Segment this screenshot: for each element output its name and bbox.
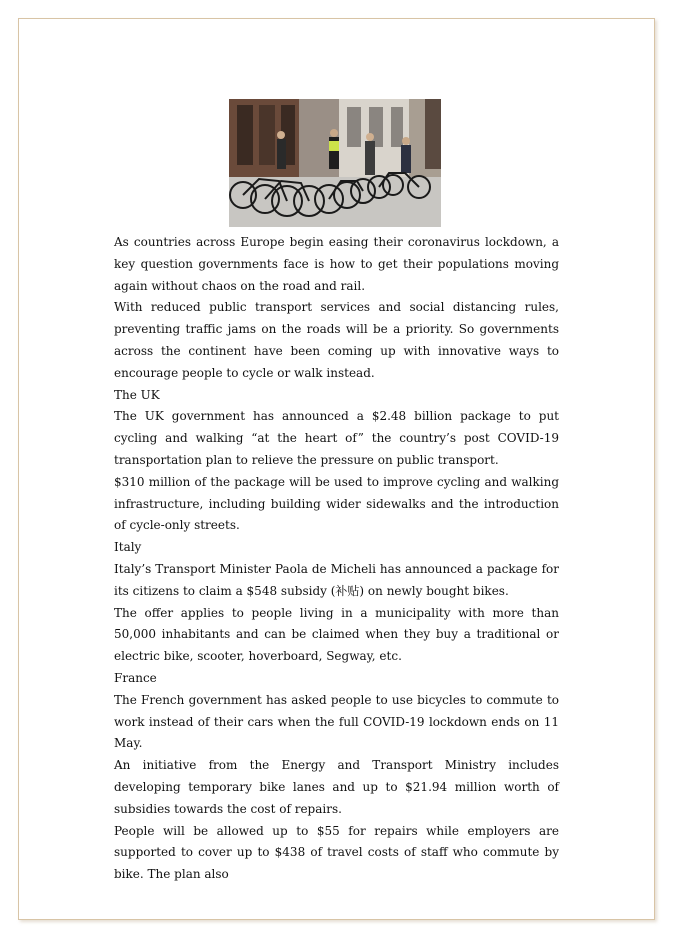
paragraph-italy-offer: The offer applies to people living in a municipality with more than 50,000 inhabitants and can be claimed when they buy a traditional or electric bike, scooter, hoverboard, Segway, etc.: [114, 605, 559, 664]
paragraph-france-initiative: An initiative from the Energy and Transport Ministry includes developing temporary bike lanes and up to $21.94 million worth of subsidies towards the cost of repairs.: [114, 758, 559, 816]
paragraph-intro: As countries across Europe begin easing their coronavirus lockdown, a key question governments face is how to get their populations moving again without chaos on the road and rail.: [114, 235, 559, 293]
paragraph-uk-infrastructure: $310 million of the package will be used to improve cycling and walking infrastructure, including building wider sidewalks and the introduction of cycle-only streets.: [114, 474, 559, 533]
paragraph-france-commute: The French government has asked people to use bicycles to commute to work instead of their cars when the full COVID-19 lockdown ends on 11 May.: [114, 692, 559, 751]
bicycles-street-photo: [229, 99, 441, 227]
paragraph-italy-subsidy: Italy’s Transport Minister Paola de Micheli has announced a package for its citizens to claim a $548 subsidy (补贴) on newly bought bikes.: [114, 561, 559, 598]
paragraph-transport: With reduced public transport services and social distancing rules, preventing traffic jams on the roads will be a priority. So governments across the continent have been coming up with innovative ways to encourage people to cycle or walk instead.: [114, 300, 559, 380]
photo-illustration: [229, 99, 441, 227]
heading-france: France: [114, 670, 157, 685]
paragraph-uk-package: The UK government has announced a $2.48 billion package to put cycling and walking “at the heart of” the country’s post COVID-19 transportation plan to relieve the pressure on public transport.: [114, 409, 559, 467]
article-body: [114, 232, 559, 886]
heading-uk: The UK: [114, 387, 160, 402]
heading-italy: Italy: [114, 540, 142, 555]
paragraph-france-repairs: People will be allowed up to $55 for repairs while employers are supported to cover up to $438 of travel costs of staff who commute by bike. The plan also: [114, 823, 559, 882]
